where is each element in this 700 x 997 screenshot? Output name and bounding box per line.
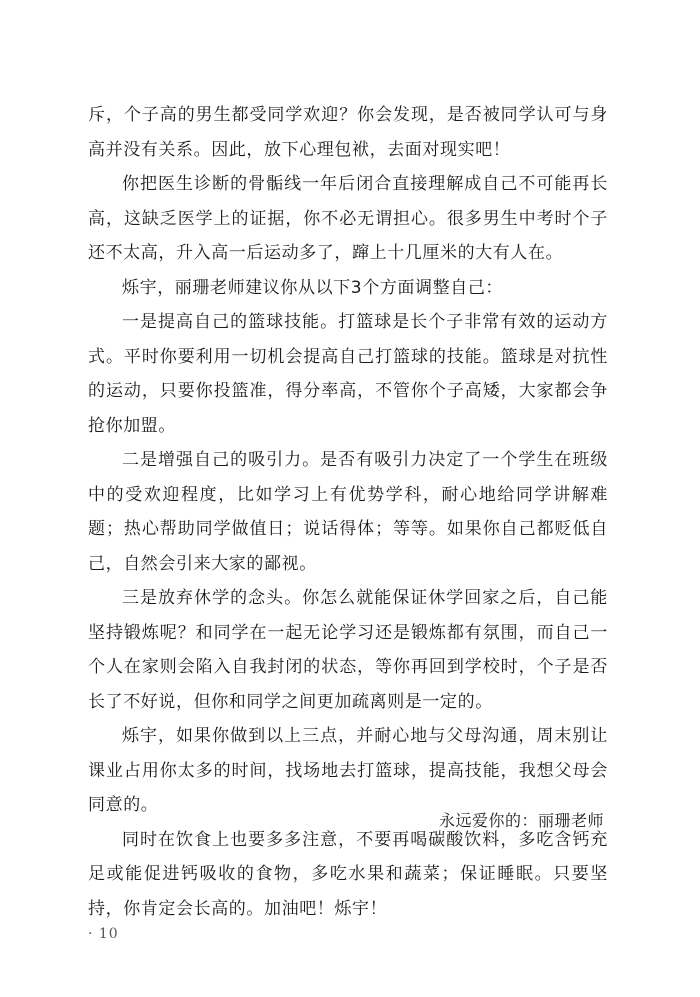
paragraph-three-suggestions: 烁宇，丽珊老师建议你从以下3个方面调整自己：	[122, 277, 504, 298]
paragraph-no-suspension: 三是放弃休学的念头。你怎么就能保证休学回家之后，自己能坚持锻炼呢？和同学在一起无论学习还是锻炼都有氛围，而自己一个人在家则会陷入自我封闭的状态，等你再回到学校时，个子是否长了不好说，但你和同学之间更加疏离则是一定的。	[88, 588, 608, 712]
paragraph-continued: 斥，个子高的男生都受同学欢迎？你会发现，是否被同学认可与身高并没有关系。因此，放下心理包袱，去面对现实吧！	[88, 105, 608, 160]
letter-body	[88, 98, 608, 926]
paragraph-diet: 同时在饮食上也要多多注意，不要再喝碳酸饮料，多吃含钙充足或能促进钙吸收的食物，多吃水果和蔬菜；保证睡眠。只要坚持，你肯定会长高的。加油吧！烁宇！	[88, 829, 608, 919]
page-number: · 10	[88, 926, 119, 942]
letter-signature: 永远爱你的：丽珊老师	[438, 811, 604, 830]
paragraph-basketball-skill: 一是提高自己的篮球技能。打篮球是长个子非常有效的运动方式。平时你要利用一切机会提高自己打篮球的技能。篮球是对抗性的运动，只要你投篮准，得分率高，不管你个子高矮，大家都会争抢你加盟。	[88, 312, 608, 436]
paragraph-attractiveness: 二是增强自己的吸引力。是否有吸引力决定了一个学生在班级中的受欢迎程度，比如学习上有优势学科，耐心地给同学讲解难题；热心帮助同学做值日；说话得体；等等。如果你自己都贬低自己，自然会引来大家的鄙视。	[88, 450, 608, 574]
paragraph-parents: 烁宇，如果你做到以上三点，并耐心地与父母沟通，周末别让课业占用你太多的时间，找场地去打篮球，提高技能，我想父母会同意的。	[88, 726, 608, 815]
paragraph-medical-advice: 你把医生诊断的骨骺线一年后闭合直接理解成自己不可能再长高，这缺乏医学上的证据，你不必无谓担心。很多男生中考时个子还不太高，升入高一后运动多了，蹿上十几厘米的大有人在。	[88, 174, 608, 263]
